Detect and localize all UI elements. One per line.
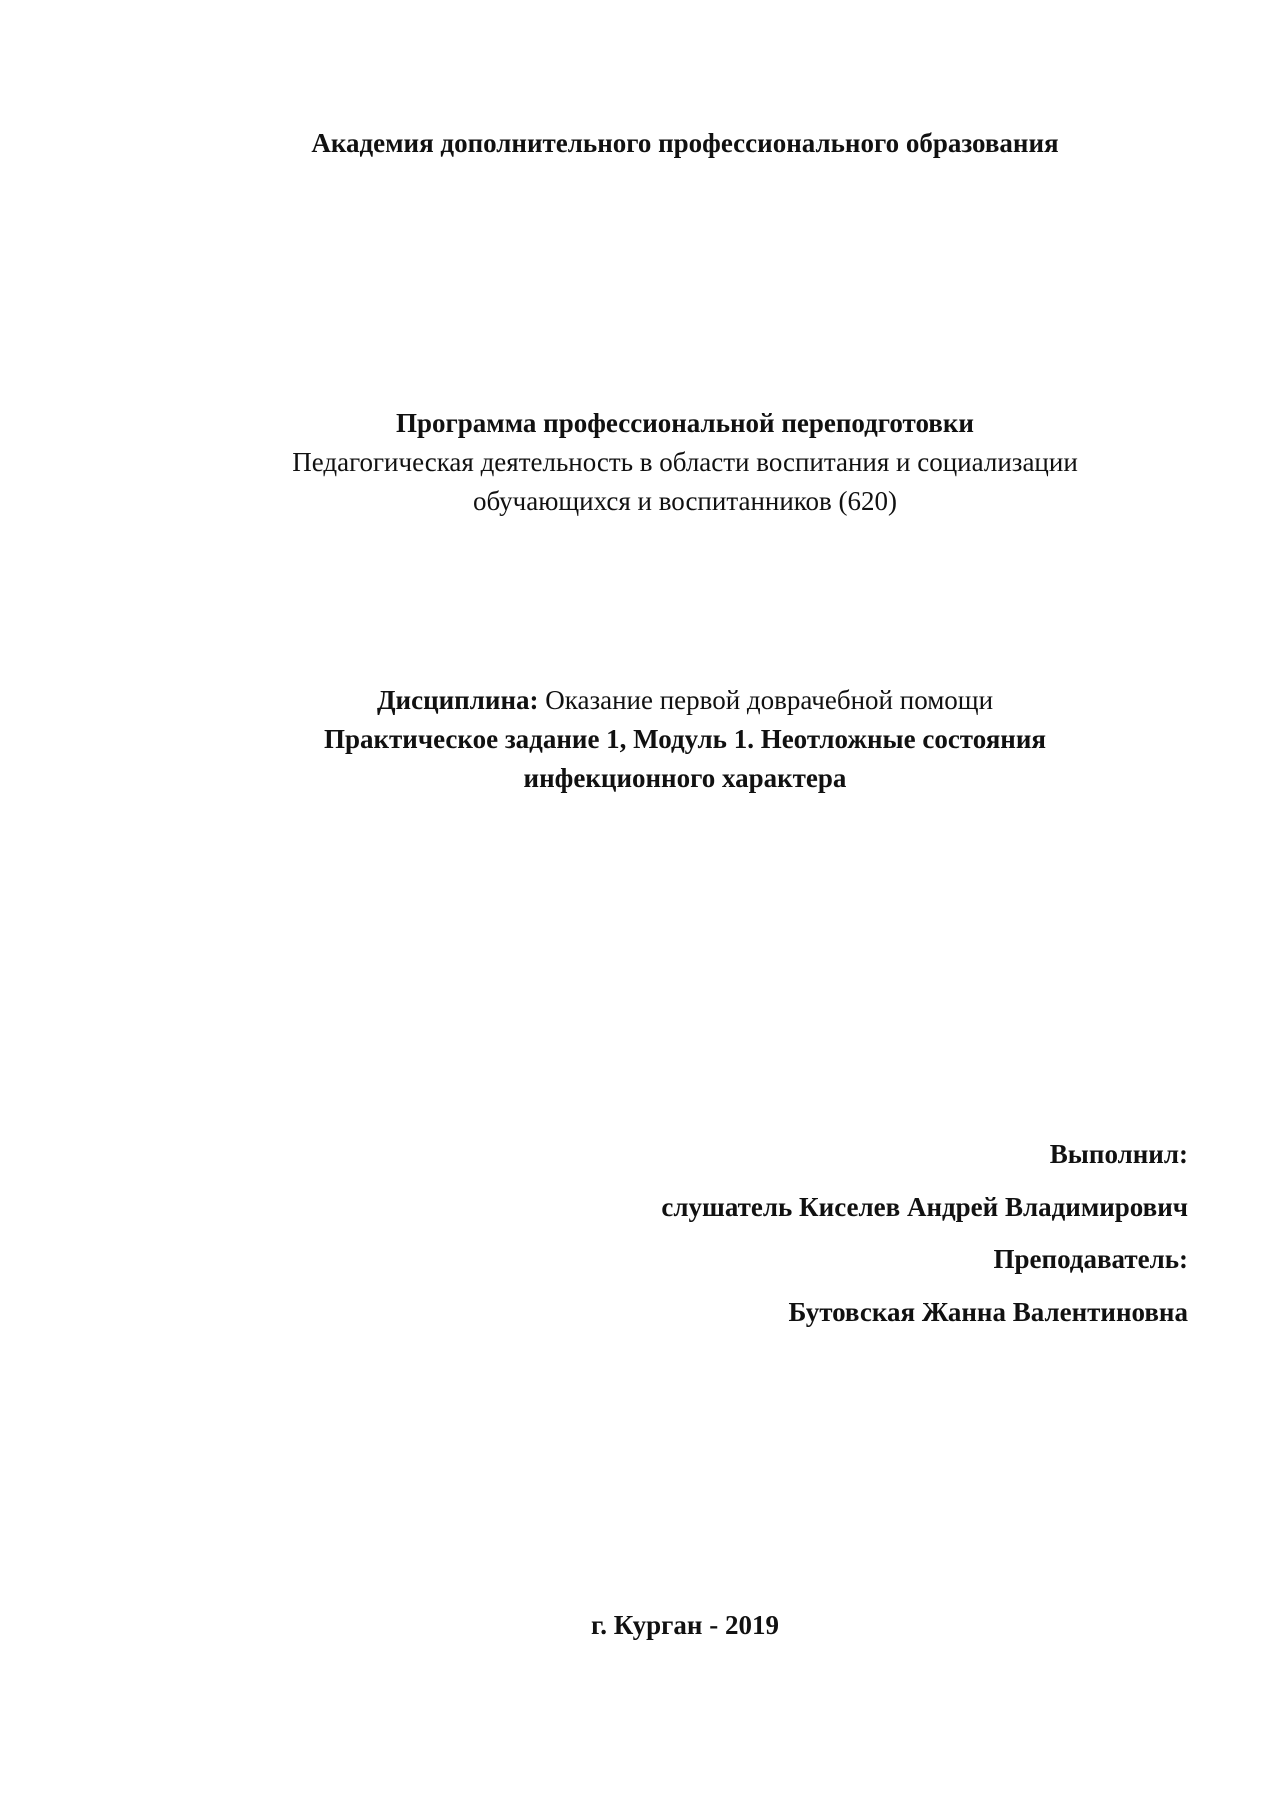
program-name-line-1: Педагогическая деятельность в области воспитания и социализации [292,447,1078,477]
discipline-line [180,681,1190,719]
task-title-line-1: Практическое задание 1, Модуль 1. Неотложные состояния [323,724,1047,754]
student-name: слушатель Киселев Андрей Владимирович [661,1192,1188,1222]
teacher-name: Бутовская Жанна Валентиновна [788,1297,1188,1327]
discipline-label: Дисциплина: [376,685,539,715]
discipline-value: Оказание первой доврачебной помощи [545,685,994,715]
task-title-line-2: инфекционного характера [523,763,847,793]
teacher-label: Преподаватель: [993,1244,1188,1274]
city-year: г. Курган - 2019 [591,1610,779,1640]
performed-label: Выполнил: [1049,1139,1188,1169]
program-name-line-2: обучающихся и воспитанников (620) [472,486,898,516]
academy-title: Академия дополнительного профессионального образования [311,128,1059,158]
program-title: Программа профессиональной переподготовки [396,408,974,438]
